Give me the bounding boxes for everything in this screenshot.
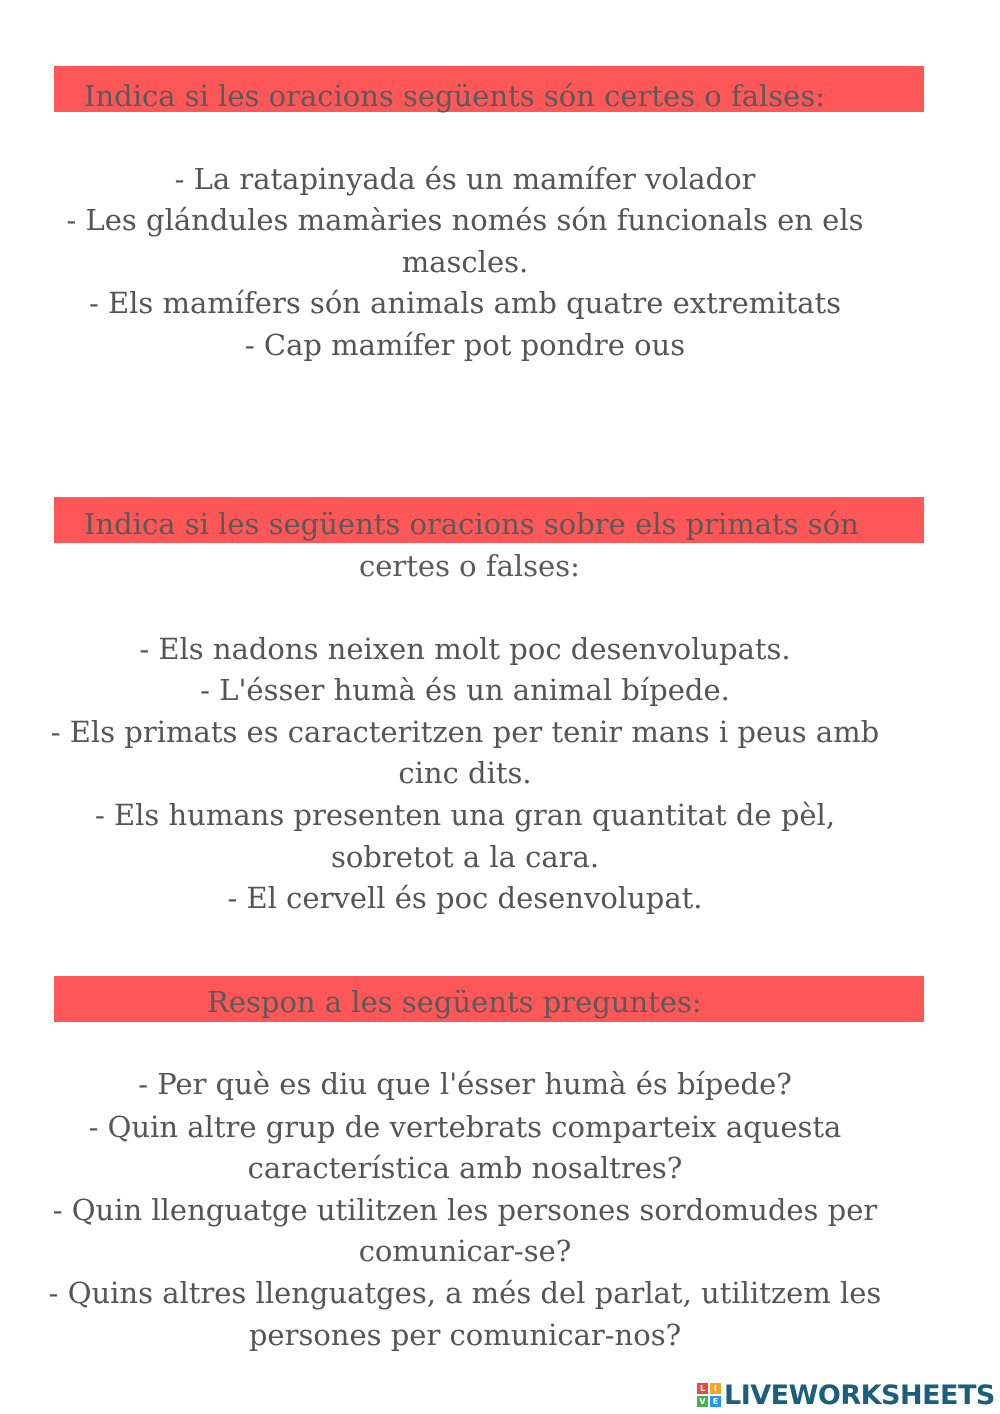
section2-heading-line2: certes o falses: <box>359 549 580 583</box>
section2-line: - Els nadons neixen molt poc desenvolupats. <box>139 632 791 666</box>
section3-line: característica amb nosaltres? <box>247 1151 683 1185</box>
logo-letter: L <box>697 1383 708 1394</box>
logo-mark-icon <box>697 1383 721 1407</box>
section2-heading-line1: Indica si les següents oracions sobre els primats són <box>84 507 859 541</box>
section2-line: - L'ésser humà és un animal bípede. <box>200 673 730 707</box>
section1-line: - Les glándules mamàries només són funcionals en els <box>66 203 864 237</box>
section1-line: - Els mamífers són animals amb quatre extremitats <box>88 286 842 320</box>
section3-line: comunicar-se? <box>358 1234 572 1268</box>
section1-heading: Indica si les oracions següents són certes o falses: <box>84 79 825 113</box>
section3-line: - Quins altres llenguatges, a més del parlat, utilitzem les <box>48 1276 882 1310</box>
liveworksheets-logo[interactable] <box>697 1378 995 1412</box>
logo-letter: I <box>710 1383 721 1394</box>
logo-text: LIVEWORKSHEETS <box>724 1379 995 1411</box>
logo-letter: E <box>710 1396 721 1407</box>
section3-line: - Quin llenguatge utilitzen les persones sordomudes per <box>52 1193 878 1227</box>
section1-line: - La ratapinyada és un mamífer volador <box>174 162 756 196</box>
logo-letter: V <box>697 1396 708 1407</box>
section2-line: - El cervell és poc desenvolupat. <box>227 881 703 915</box>
section3-line: - Quin altre grup de vertebrats comparteix aquesta <box>88 1110 842 1144</box>
section2-line: cinc dits. <box>398 756 532 790</box>
section2-line: sobretot a la cara. <box>330 840 600 874</box>
section1-line: mascles. <box>401 245 529 279</box>
section3-heading: Respon a les següents preguntes: <box>207 985 702 1019</box>
section1-line: - Cap mamífer pot pondre ous <box>244 328 686 362</box>
section2-line: - Els primats es caracteritzen per tenir mans i peus amb <box>50 715 880 749</box>
section2-line: - Els humans presenten una gran quantitat de pèl, <box>94 798 836 832</box>
section3-line: persones per comunicar-nos? <box>248 1318 682 1352</box>
section3-line: - Per què es diu que l'ésser humà és bípede? <box>138 1067 792 1101</box>
